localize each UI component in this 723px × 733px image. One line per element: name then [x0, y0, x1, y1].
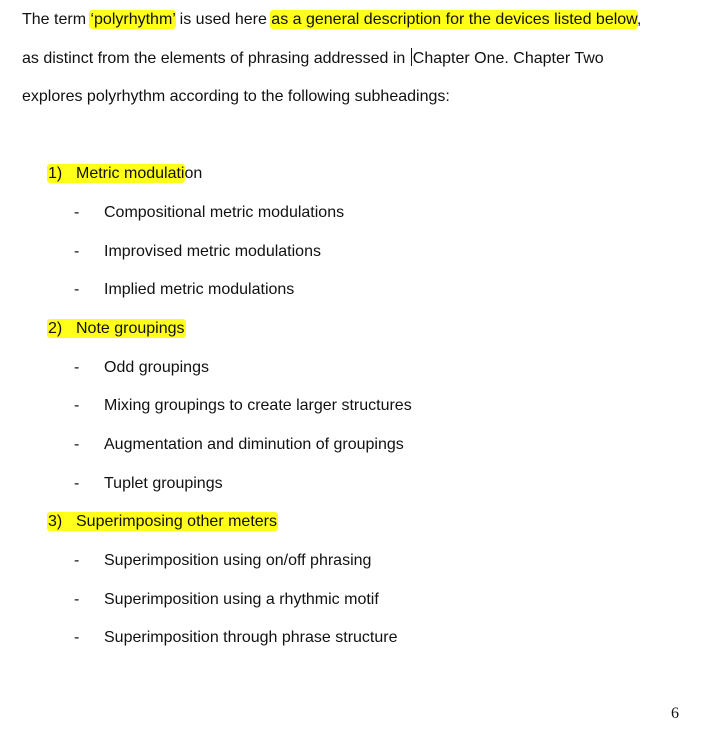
bullet-dash: -: [74, 629, 80, 646]
intro-text: explores polyrhythm according to the following subheadings:: [22, 88, 450, 105]
bullet-dash: -: [74, 436, 80, 453]
intro-text: Chapter One. Chapter Two: [412, 50, 604, 67]
intro-text: is used here: [175, 11, 272, 28]
intro-line-1: [22, 10, 641, 30]
bullet-dash: -: [74, 397, 80, 414]
section-title: Superimposing other meters: [76, 513, 277, 530]
list-item: [74, 358, 209, 378]
section-heading-1: [48, 164, 202, 184]
section-heading-highlight: [48, 165, 184, 182]
bullet-dash: -: [74, 359, 80, 376]
section-number: 1): [48, 165, 63, 182]
list-item-text: Superimposition through phrase structure: [104, 629, 398, 646]
list-item: [74, 203, 344, 223]
section-title: Metric modulati: [76, 165, 185, 182]
intro-line-3: [22, 87, 450, 107]
section-title-rest: on: [184, 165, 203, 182]
bullet-dash: -: [74, 591, 80, 608]
list-item: [74, 280, 294, 300]
list-item-text: Odd groupings: [104, 359, 209, 376]
section-title: Note groupings: [76, 320, 185, 337]
bullet-dash: -: [74, 243, 80, 260]
list-item-text: Superimposition using a rhythmic motif: [104, 591, 379, 608]
intro-text: ,: [636, 11, 642, 28]
bullet-dash: -: [74, 552, 80, 569]
bullet-dash: -: [74, 475, 80, 492]
intro-line-2: [22, 48, 604, 69]
list-item: [74, 396, 412, 416]
highlighted-phrase: as a general description for the devices listed below: [271, 11, 637, 28]
list-item: [74, 551, 371, 571]
list-item: [74, 590, 379, 610]
list-item-text: Mixing groupings to create larger structures: [104, 397, 412, 414]
list-item: [74, 435, 404, 455]
section-heading-highlight: [48, 513, 277, 530]
page-number: 6: [671, 705, 679, 722]
list-item-text: Compositional metric modulations: [104, 204, 345, 221]
section-heading-highlight: [48, 320, 185, 337]
intro-text: The term: [22, 11, 91, 28]
bullet-dash: -: [74, 204, 80, 221]
list-item-text: Tuplet groupings: [104, 475, 223, 492]
text-cursor: [411, 48, 412, 66]
section-number: 2): [48, 320, 63, 337]
bullet-dash: -: [74, 281, 80, 298]
list-item: [74, 628, 398, 648]
list-item: [74, 474, 223, 494]
section-number: 3): [48, 513, 63, 530]
intro-text: as distinct from the elements of phrasing addressed in: [22, 50, 410, 67]
list-item-text: Implied metric modulations: [104, 281, 295, 298]
section-heading-2: [48, 319, 185, 339]
list-item-text: Augmentation and diminution of groupings: [104, 436, 404, 453]
list-item: [74, 242, 321, 262]
section-heading-3: [48, 512, 277, 532]
highlighted-term: ‘polyrhythm’: [90, 11, 176, 28]
list-item-text: Superimposition using on/off phrasing: [104, 552, 372, 569]
list-item-text: Improvised metric modulations: [104, 243, 321, 260]
